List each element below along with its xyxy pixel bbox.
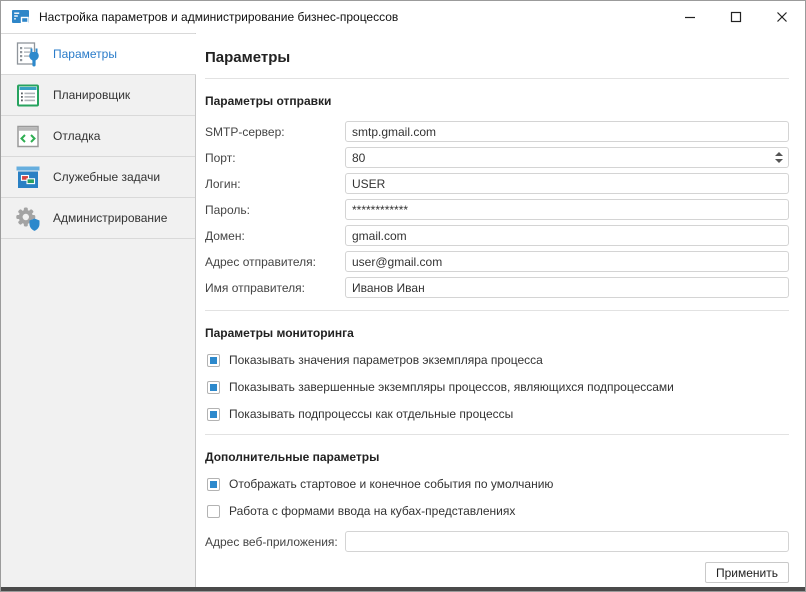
spinner-buttons xyxy=(775,147,783,168)
password-label: Пароль: xyxy=(205,202,250,217)
sidebar-item-scheduler[interactable] xyxy=(1,75,195,116)
sender-address-label: Адрес отправителя: xyxy=(205,254,316,269)
checkbox-label: Работа с формами ввода на кубах-представлениях xyxy=(229,504,516,518)
field-row-domain xyxy=(205,225,789,246)
checkbox-label: Показывать подпроцессы как отдельные процессы xyxy=(229,407,514,421)
service-tasks-icon xyxy=(14,163,42,191)
sidebar-item-label: Планировщик xyxy=(53,88,131,102)
checkbox-label: Показывать значения параметров экземпляра процесса xyxy=(229,353,543,367)
separator xyxy=(205,310,789,311)
send-section-title: Параметры отправки xyxy=(205,94,332,108)
password-input[interactable] xyxy=(345,199,789,220)
sidebar-item-label: Отладка xyxy=(53,129,101,143)
checkbox-label: Отображать стартовое и конечное события по умолчанию xyxy=(229,477,554,491)
checkbox-row-show-completed-subprocess-instances[interactable] xyxy=(207,380,789,394)
field-row-web-app-address xyxy=(205,531,789,552)
port-label: Порт: xyxy=(205,150,236,165)
sidebar-item-debug[interactable] xyxy=(1,116,195,157)
spin-down-icon[interactable] xyxy=(775,159,783,163)
sidebar-item-administration[interactable] xyxy=(1,198,195,239)
window-body xyxy=(1,33,805,587)
administration-icon xyxy=(14,204,42,232)
web-app-address-label: Адрес веб-приложения: xyxy=(205,534,338,549)
app-icon xyxy=(11,7,31,27)
smtp-label: SMTP-сервер: xyxy=(205,124,285,139)
checkbox[interactable] xyxy=(207,505,220,518)
maximize-button[interactable] xyxy=(713,1,759,33)
window-title: Настройка параметров и администрирование бизнес-процессов xyxy=(39,10,399,24)
smtp-input[interactable] xyxy=(345,121,789,142)
window-bottom-edge xyxy=(1,587,805,591)
field-row-login xyxy=(205,173,789,194)
field-row-port xyxy=(205,147,789,168)
debug-icon xyxy=(14,122,42,150)
window-controls xyxy=(667,1,805,33)
checkbox[interactable] xyxy=(207,354,220,367)
checkbox-row-show-subprocesses-separately[interactable] xyxy=(207,407,789,421)
sidebar-item-label: Служебные задачи xyxy=(53,170,161,184)
port-input[interactable] xyxy=(345,147,789,168)
sidebar-item-service-tasks[interactable] xyxy=(1,157,195,198)
web-app-address-input[interactable] xyxy=(345,531,789,552)
main-content xyxy=(196,33,805,587)
sender-name-input[interactable] xyxy=(345,277,789,298)
sender-name-label: Имя отправителя: xyxy=(205,280,306,295)
page-title: Параметры xyxy=(205,49,291,66)
monitoring-section-title: Параметры мониторинга xyxy=(205,326,354,340)
sidebar xyxy=(1,33,196,587)
checkbox[interactable] xyxy=(207,381,220,394)
login-input[interactable] xyxy=(345,173,789,194)
additional-section-title: Дополнительные параметры xyxy=(205,450,380,464)
separator xyxy=(205,434,789,435)
checkbox-row-default-start-end-events[interactable] xyxy=(207,477,789,491)
close-button[interactable] xyxy=(759,1,805,33)
checkbox-row-show-parameter-values[interactable] xyxy=(207,353,789,367)
field-row-sender-name xyxy=(205,277,789,298)
spin-up-icon[interactable] xyxy=(775,152,783,156)
sender-address-input[interactable] xyxy=(345,251,789,272)
sidebar-item-parameters[interactable] xyxy=(1,34,196,75)
port-stepper xyxy=(345,147,789,168)
apply-button[interactable]: Применить xyxy=(705,562,789,583)
login-label: Логин: xyxy=(205,176,241,191)
checkbox[interactable] xyxy=(207,478,220,491)
checkbox-row-cube-input-forms[interactable] xyxy=(207,504,789,518)
sidebar-item-label: Параметры xyxy=(53,47,117,61)
scheduler-icon xyxy=(14,81,42,109)
field-row-password xyxy=(205,199,789,220)
checkbox[interactable] xyxy=(207,408,220,421)
minimize-button[interactable] xyxy=(667,1,713,33)
domain-input[interactable] xyxy=(345,225,789,246)
domain-label: Домен: xyxy=(205,228,245,243)
separator xyxy=(205,78,789,79)
sidebar-item-label: Администрирование xyxy=(53,211,168,225)
checkbox-label: Показывать завершенные экземпляры процессов, являющихся подпроцессами xyxy=(229,380,674,394)
field-row-smtp xyxy=(205,121,789,142)
parameters-icon xyxy=(14,40,42,68)
footer xyxy=(205,562,789,583)
titlebar xyxy=(1,1,805,33)
field-row-sender-address xyxy=(205,251,789,272)
